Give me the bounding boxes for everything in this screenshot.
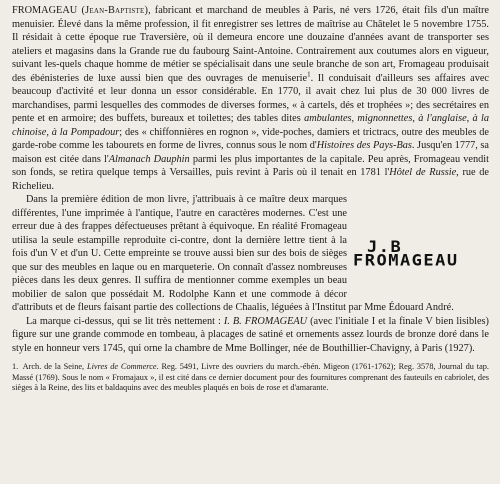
paragraph-stamp-history (12, 193, 489, 315)
paragraph-text: Dans la première édition de mon livre, j'attribuais à ce maître deux marques différentes, l'une imprimée à l'antique, l'autre en caractères modernes. C'est une erreur due à des frappes défectueuses prêtant à équivoque. En réalité Fromageau utilisa la seule estampille reproduite ci-contre, dont la dernière lettre tient à la fois d'un V et d'un U. Cette empreinte se trouve aussi bien sur des bois de sièges que sur des meubles en laque ou en marqueterie. On connaît d'assez nombreuses pièces dans les deux genres. Il suffira de mentionner comme exemples un beau mobilier de salon que possédait M. Rodolphe Kann et une commode à décor d'attributs et de fleurs faisant partie des collections de Chaalis, léguées à l'Institut par Mme Édouard André. (12, 194, 454, 313)
stamp-mark: J.B FROMAGEAU (353, 237, 459, 270)
entry-italic: Histoires des Pays-Bas (316, 140, 412, 151)
paragraph-entry (12, 4, 489, 193)
footnote-text: Arch. de la Seine, (20, 362, 87, 371)
entry-text: , fabricant et marchand de meubles à Paris, né vers 1726, était fils d'un maître menuisier. Élevé dans la même profession, il fit enregistrer ses lettres de maîtrise au Châtelet le 5 novembre 1755. Il résidait à cette époque rue Traversière, où il demeura encore une douzaine d'années avant de transporter ses ateliers et magasins dans la Grande rue du faubourg Saint-Antoine. Contrairement aux coutumes alors en vigueur, suivant les-quels chaque homme de métier se spécialisait dans une seule branche de son art, Fromageau produisait des ébénisteries de luxe aussi bien que des ouvrages de menuiserie (12, 5, 489, 84)
footnote-text: . Reg. 5491, Livre des ouvriers du march.-ébén. Migeon (1761-1762); Reg. 3578, Journal du tap. Massé (1769). Sous le nom « Fromajaux », il est cité dans ce dernier document pour des fournitures comprenant des fauteuils en cabriolet, des sièges à la Reine, des lits et baldaquins avec des meubles plaqués en bois de rose et d'amarante. (12, 362, 489, 393)
footnote-reference: 1 (307, 70, 311, 79)
footnotes (12, 362, 489, 394)
entry-name: FROMAGEAU (12, 5, 78, 16)
stamp-figure (353, 217, 489, 291)
paragraph-text: La marque ci-dessus, qui se lit très nettement : (26, 315, 224, 327)
paragraph-mark-reading (12, 315, 489, 356)
entry-text: . Il conduisait d'ailleurs ses affaires avec beaucoup d'activité et leur donna un essor considérable. En 1770, il avait chez lui plus de 30 000 livres de marchandises, parmi lesquelles des commodes de diverses formes, « à cartels, dés et trophées »; des secrétaires en pente et en armoire; des buffets, bureaux et toilettes; des tables dites (12, 72, 489, 124)
entry-text: , rue de Richelieu. (12, 167, 489, 192)
entry-given-names: (Jean-Baptiste) (77, 5, 149, 16)
entry-italic: Almanach Dauphin (108, 153, 190, 165)
mark-reading-italic: I. B. FROMAGEAU (223, 315, 308, 327)
entry-italic: Hôtel de Russie (389, 167, 457, 178)
entry-text: ; des « chiffonnières en rognon », vide-poches, damiers et trictracs, outre des meubles de garde-robe comme les tabourets en forme de livres, connus sous le nom d' (12, 126, 489, 151)
footnote-number: 1. (12, 362, 19, 371)
paragraph-text: (avec l'initiale I et la finale V bien lisibles) figure sur une grande commode en tombeau, à placages de satiné et ornements assez lourds de bronze doré dans le style en honneur vers 1745, qui orne la chambre de Mme Bollinger, née de Bouthillier-Chavigny, à Paris (1927). (12, 315, 489, 354)
entry-italic: ambulantes, mignonnettes, à l'anglaise, à la chinoise, à la Pompadour (12, 113, 490, 138)
entry-text: . Jusqu'en 1777, sa maison est citée dans l' (12, 140, 490, 165)
entry-text: parmi les plus importantes de la capitale. Peu après, Fromageau vendit son fonds, se retira quelque temps à Versailles, puis revint à Paris où il tenait en 1781 l' (12, 153, 489, 178)
footnote-italic: Livres de Commerce (86, 362, 157, 371)
